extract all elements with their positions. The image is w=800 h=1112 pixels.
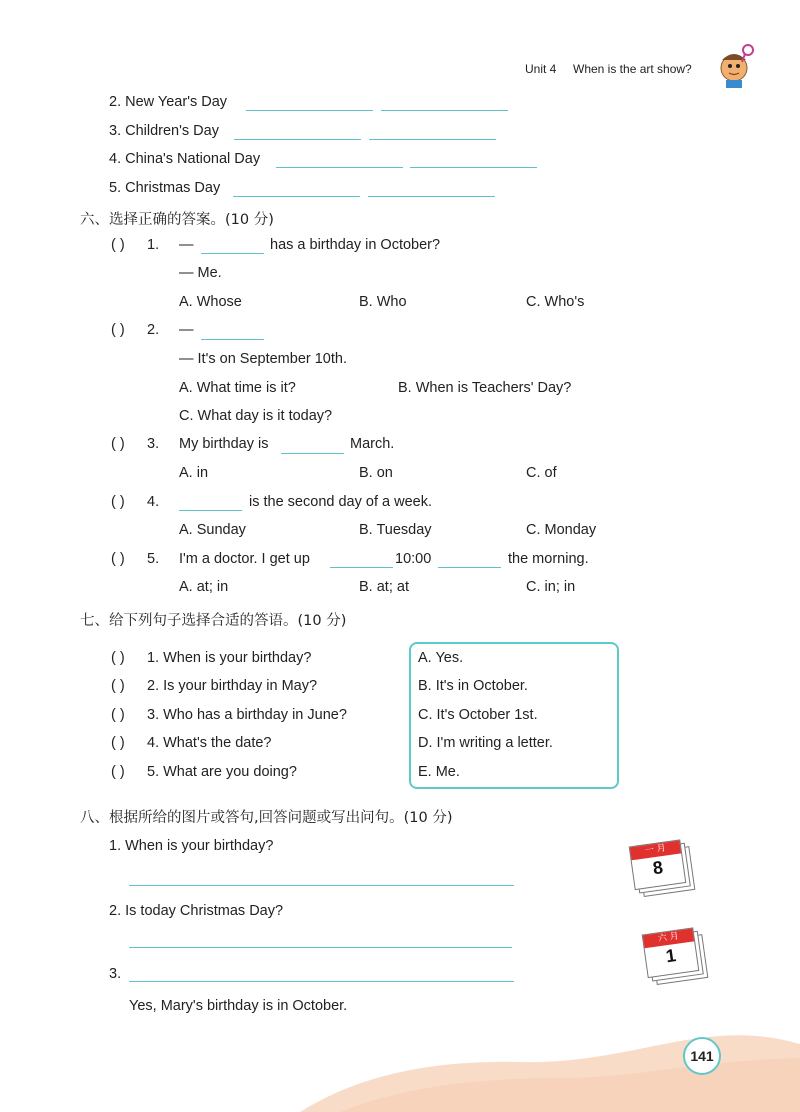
question-number: 2. bbox=[147, 322, 160, 338]
page-number: 141 bbox=[683, 1037, 721, 1075]
answer-blank[interactable] bbox=[381, 110, 508, 111]
matching-question: 1. When is your birthday? bbox=[147, 650, 312, 666]
answer-option: D. I'm writing a letter. bbox=[418, 735, 553, 751]
answer-option: A. Yes. bbox=[418, 650, 464, 666]
option: C. Who's bbox=[526, 294, 585, 310]
answer-blank[interactable] bbox=[201, 339, 264, 340]
answer-blank[interactable] bbox=[246, 110, 373, 111]
answer-blank[interactable] bbox=[281, 453, 344, 454]
option: B. When is Teachers' Day? bbox=[398, 380, 572, 396]
question-text: — bbox=[179, 322, 194, 338]
question-number: 4. bbox=[147, 494, 160, 510]
answer-blank[interactable] bbox=[201, 253, 264, 254]
answer-bracket[interactable]: ( ) bbox=[111, 735, 125, 751]
option: C. Monday bbox=[526, 522, 597, 538]
option: C. of bbox=[526, 465, 557, 481]
calendar-day: 8 bbox=[651, 857, 665, 879]
calendar-icon bbox=[641, 924, 710, 988]
option: A. Sunday bbox=[179, 522, 246, 538]
question-text: 2. Is today Christmas Day? bbox=[109, 903, 284, 919]
answer-bracket[interactable]: ( ) bbox=[111, 436, 125, 452]
matching-question: 2. Is your birthday in May? bbox=[147, 678, 318, 694]
option: C. in; in bbox=[526, 579, 576, 595]
matching-question: 4. What's the date? bbox=[147, 735, 272, 751]
reply-text: — It's on September 10th. bbox=[179, 351, 347, 367]
question-text: 1. When is your birthday? bbox=[109, 838, 274, 854]
holiday-item: 4. China's National Day bbox=[109, 151, 261, 167]
answer-option: E. Me. bbox=[418, 764, 460, 780]
option: A. What time is it? bbox=[179, 380, 296, 396]
answer-blank[interactable] bbox=[369, 139, 496, 140]
holiday-item: 5. Christmas Day bbox=[109, 180, 221, 196]
option: B. on bbox=[359, 465, 393, 481]
question-text: — bbox=[179, 237, 194, 253]
holiday-item: 3. Children's Day bbox=[109, 123, 219, 139]
cartoon-mascot-icon bbox=[712, 40, 756, 90]
question-text: 10:00 bbox=[395, 551, 432, 567]
answer-bracket[interactable]: ( ) bbox=[111, 551, 125, 567]
question-number: 3. bbox=[147, 436, 160, 452]
writing-line[interactable] bbox=[129, 947, 512, 948]
question-text: the morning. bbox=[508, 551, 589, 567]
option: B. at; at bbox=[359, 579, 409, 595]
section-title: 六、选择正确的答案。(10 分) bbox=[80, 212, 274, 228]
answer-blank[interactable] bbox=[179, 510, 242, 511]
section-title: 八、根据所给的图片或答句,回答问题或写出问句。(10 分) bbox=[80, 810, 453, 826]
calendar-month: 六 月 bbox=[643, 928, 694, 948]
holiday-item: 2. New Year's Day bbox=[109, 94, 228, 110]
option: B. Tuesday bbox=[359, 522, 432, 538]
answer-blank[interactable] bbox=[368, 196, 495, 197]
answer-blank[interactable] bbox=[438, 567, 501, 568]
option: B. Who bbox=[359, 294, 407, 310]
calendar-day: 1 bbox=[664, 945, 678, 967]
question-number: 1. bbox=[147, 237, 160, 253]
question-text: has a birthday in October? bbox=[270, 237, 441, 253]
matching-question: 5. What are you doing? bbox=[147, 764, 297, 780]
option: A. Whose bbox=[179, 294, 242, 310]
answer-blank[interactable] bbox=[233, 196, 360, 197]
answer-bracket[interactable]: ( ) bbox=[111, 494, 125, 510]
answer-sentence: Yes, Mary's birthday is in October. bbox=[129, 998, 348, 1014]
question-text: March. bbox=[350, 436, 395, 452]
answer-blank[interactable] bbox=[234, 139, 361, 140]
question-text: I'm a doctor. I get up bbox=[179, 551, 310, 567]
calendar-month: 一 月 bbox=[630, 840, 681, 860]
header-title: When is the art show? bbox=[573, 62, 692, 76]
answer-bracket[interactable]: ( ) bbox=[111, 237, 125, 253]
answer-bracket[interactable]: ( ) bbox=[111, 650, 125, 666]
answer-bracket[interactable]: ( ) bbox=[111, 678, 125, 694]
question-number: 5. bbox=[147, 551, 160, 567]
question-number: 3. bbox=[109, 966, 122, 982]
question-text: My birthday is bbox=[179, 436, 269, 452]
answer-bracket[interactable]: ( ) bbox=[111, 707, 125, 723]
calendar-icon bbox=[628, 836, 697, 900]
answer-blank[interactable] bbox=[410, 167, 537, 168]
answer-option: C. It's October 1st. bbox=[418, 707, 538, 723]
section-title: 七、给下列句子选择合适的答语。(10 分) bbox=[80, 613, 347, 629]
writing-line[interactable] bbox=[129, 981, 514, 982]
question-text: is the second day of a week. bbox=[249, 494, 432, 510]
reply-text: — Me. bbox=[179, 265, 222, 281]
header-unit: Unit 4 bbox=[525, 62, 557, 76]
answer-blank[interactable] bbox=[276, 167, 403, 168]
answer-option: B. It's in October. bbox=[418, 678, 528, 694]
option: A. at; in bbox=[179, 579, 229, 595]
matching-question: 3. Who has a birthday in June? bbox=[147, 707, 347, 723]
answer-bracket[interactable]: ( ) bbox=[111, 764, 125, 780]
option: C. What day is it today? bbox=[179, 408, 333, 424]
answer-blank[interactable] bbox=[330, 567, 393, 568]
option: A. in bbox=[179, 465, 209, 481]
answer-bracket[interactable]: ( ) bbox=[111, 322, 125, 338]
writing-line[interactable] bbox=[129, 885, 514, 886]
